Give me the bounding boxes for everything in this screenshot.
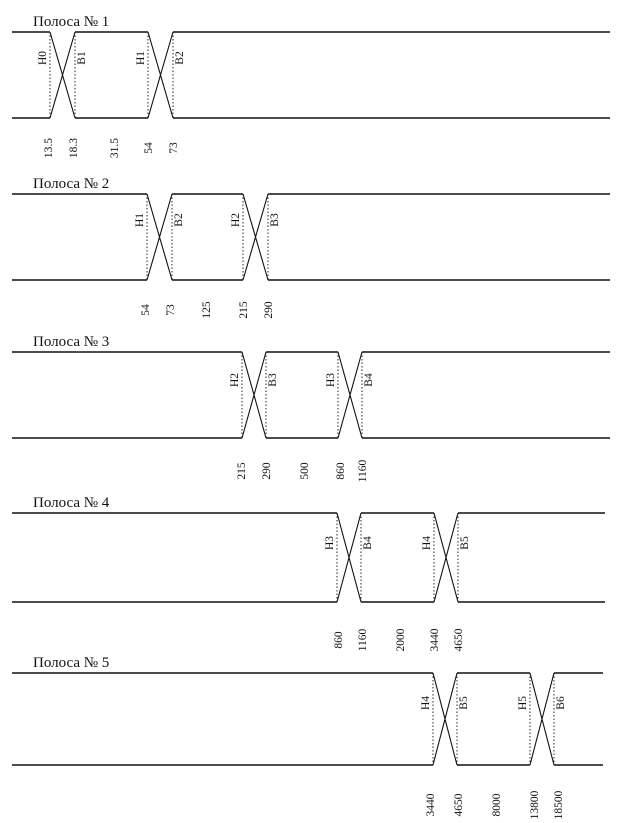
frequency-label: 860	[333, 631, 345, 649]
edge-label: H4	[420, 695, 432, 711]
edge-label: H5	[517, 695, 529, 711]
frequency-label: 13800	[529, 790, 541, 820]
edge-label: B3	[269, 213, 281, 227]
edge-label: H1	[135, 50, 147, 66]
frequency-label: 1160	[357, 628, 369, 652]
edge-label: B4	[363, 373, 375, 387]
frequency-label: 18.3	[68, 137, 80, 159]
frequency-label: 500	[299, 462, 311, 480]
edge-label: B5	[459, 536, 471, 550]
edge-label: B6	[555, 696, 567, 710]
frequency-label: 1160	[357, 459, 369, 483]
frequency-label: 3440	[425, 793, 437, 817]
edge-label: B5	[458, 696, 470, 710]
band-title: Полоса № 2	[33, 176, 110, 192]
frequency-label: 290	[263, 301, 275, 319]
frequency-label: 73	[165, 304, 177, 316]
band-2	[12, 176, 610, 319]
band-title: Полоса № 1	[33, 14, 110, 30]
edge-label: H2	[229, 372, 241, 388]
edge-label: B2	[173, 213, 185, 227]
band-4	[12, 495, 605, 652]
frequency-label: 13.5	[43, 137, 55, 159]
frequency-label: 18500	[553, 790, 565, 820]
frequency-label: 2000	[395, 628, 407, 652]
frequency-label: 3440	[429, 628, 441, 652]
band-3	[12, 334, 610, 482]
edge-label: H3	[325, 372, 337, 388]
edge-label: B1	[76, 51, 88, 65]
frequency-label: 4650	[453, 793, 465, 817]
edge-label: H4	[421, 535, 433, 551]
edge-label: H3	[324, 535, 336, 551]
band-1	[12, 14, 610, 158]
frequency-label: 125	[201, 301, 213, 319]
band-5	[12, 655, 603, 819]
band-title: Полоса № 3	[33, 334, 110, 350]
band-title: Полоса № 4	[33, 495, 110, 511]
edge-label: H1	[134, 212, 146, 228]
frequency-label: 290	[261, 462, 273, 480]
edge-label: H0	[37, 50, 49, 66]
edge-label: H2	[230, 212, 242, 228]
frequency-label: 215	[238, 301, 250, 319]
edge-label: B2	[174, 51, 186, 65]
frequency-label: 54	[140, 304, 152, 316]
frequency-label: 215	[236, 462, 248, 480]
frequency-label: 4650	[453, 628, 465, 652]
edge-label: B4	[362, 536, 374, 550]
edge-label: B3	[267, 373, 279, 387]
frequency-label: 8000	[491, 793, 503, 817]
frequency-label: 54	[143, 142, 155, 154]
frequency-label: 31.5	[109, 137, 121, 159]
frequency-label: 73	[168, 142, 180, 154]
band-title: Полоса № 5	[33, 655, 110, 671]
frequency-label: 860	[335, 462, 347, 480]
